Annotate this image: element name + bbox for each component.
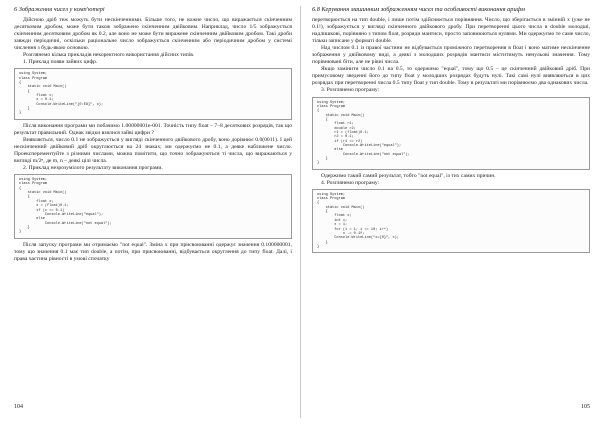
left-paragraph-4: Виявляється, число 0.1 не зображується у вигляді скінченного двійкового дробу, воно дорівнює 0.0(0011). І цей нескінченний двійковий дріб округлюється на 24 знаках; ми одержуємо не 0.1, а деяке наближене число. Проексперементуйте з різними числами, можна помітити, що точно зображуються ті числа, що виражаються у вигляді m/2ⁿ, де m, n – деякі цілі числа. xyxy=(14,136,292,164)
example-4-heading: 4. Розглянемо програму: xyxy=(321,179,380,186)
right-paragraph-4: Одержимо такий самий результат, тобто "not equal", із тих самих причин. xyxy=(321,172,496,179)
code-listing-4: using System; class Program { static void Main() { float x; int i; x = 1; for (i = 1; i <= 10; i++) x -= 0.1f; Console.WriteLine("x={0}", x); } } xyxy=(312,189,590,253)
example-2-heading: 2. Приклад незрозумілого результату виконання програми. xyxy=(23,165,163,172)
right-page xyxy=(312,0,590,424)
code-listing-3: using System; class Program { static void Main() { float r1; double r2; r1 = (float)0.1; r2 = 0.1; if (r1 == r2) Console.WriteLine("equal"); else Console.WriteLine("not equal"); } } xyxy=(312,97,590,170)
code-listing-2: using System; class Program { static void Main() { float x; x = (float)0.1; if (x == 0.1) Console.WriteLine("equal"); else Console.WriteLine("not equal"); } } xyxy=(14,174,292,238)
left-page-content xyxy=(14,17,292,263)
left-page xyxy=(14,0,292,424)
example-1-heading: 1. Приклад появи зайвих цифр. xyxy=(23,59,98,66)
right-paragraph-2: Над числом 0.1 із правої частини не відбувається проміжного перетворення в float і воно матиме нескінченне зображення у двійковому виді, а деякі з молодших розрядів мантиси міститимуть ненульові значення. Тому порівнювані біти, але не рівні числа. xyxy=(312,45,590,66)
left-paragraph-5: Після запуску програми ми отримаємо "not equal". Зміна x при присвоюванні одержує значення 0.100000001, тому що значення 0.1 має тип double, а потім, при присвоюванні, відбувається округлення до типу float. Далі, і права частина рівності в умові спочатку xyxy=(14,241,292,262)
right-running-header: 6.8 Керування машинним зображенням чисел та особливості виконання арифм xyxy=(312,6,525,13)
left-paragraph-2: Розглянемо кілька прикладів некоректного використання дійсних типів. xyxy=(23,52,195,59)
spine-divider xyxy=(300,6,301,418)
example-3-heading: 3. Розглянемо програму: xyxy=(321,87,380,94)
left-page-number: 104 xyxy=(14,404,23,410)
code-listing-1: using System; class Program { static void Main() { float x; x = 0.1; Console.WriteLine("{0:E8}", x); } } xyxy=(14,68,292,119)
left-paragraph-1: Дійсною дріб теж можуть бути нескінченними. Більше того, не кожне число, що виражається скінченним десятковим дробом, може бути також зображено скінченним двійковим. Наприклад, число 1/5 зображується скінченним десятковим дробом як 0.2, але воно не може бути виражене скінченним двійковим дробом. Такі дроби завжди періодичні, оскільки раціональне число зображується скінченним або періодичним дробом у системі числення з будь-якою основою. xyxy=(14,17,292,52)
right-page-content xyxy=(312,17,590,256)
right-paragraph-1: перетворюється на тип double, і лише потім здійснюється порівняння. Число, що зберігається в змінній x (уже не 0.1!), зображується у вигляді скінченного двійкового дробу. При перетворенні цього числа в double молодші, надлишкові, порівняно з типом float, розряди мантиси, просто заповнюються нулями. Ми одержуємо те саме число, тільки записане у форматі double. xyxy=(312,17,590,45)
right-paragraph-3: Якщо замінити число 0.1 на 0.5, то одержимо "equal", тому що 0.5 – це скінченний двійковий дріб. При примусовому зведенні його до типу float у молодших розрядах будуть нулі. Такі самі нулі виявляються в цих розрядах при перетворенні числа 0.5 типу float у тип double. Тому в результаті ми порівнюємо два однакових числа. xyxy=(312,66,590,87)
right-page-number: 105 xyxy=(581,404,590,410)
left-paragraph-3: Після виконання програми ми побачимо 1.00000001e-001. Точність типу float – 7–8 десяткових розрядів, так що результат правильний. Однак звідки взялися зайві цифри ? xyxy=(14,122,292,136)
left-running-header: 6 Зображення чисел у комп'ютері xyxy=(14,6,105,13)
